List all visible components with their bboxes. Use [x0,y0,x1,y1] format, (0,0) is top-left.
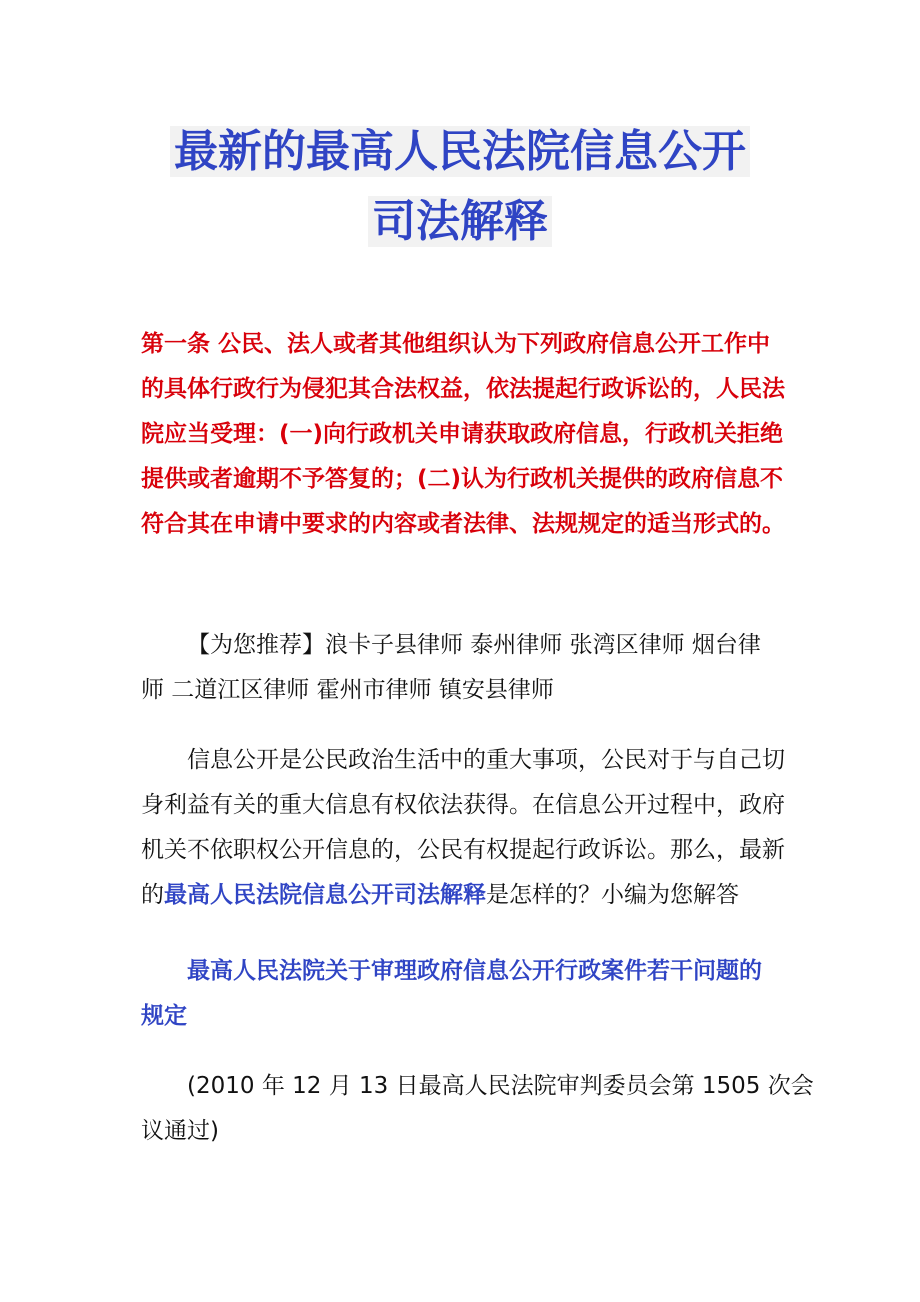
article-line: 院应当受理：(一)向行政机关申请获取政府信息，行政机关拒绝 [141,421,784,447]
recommend-section [141,623,781,713]
title-text-1: 最新的最高人民法院信息公开 [170,126,750,177]
article-line: 的具体行政行为侵犯其合法权益，依法提起行政诉讼的，人民法 [141,376,785,402]
title-text-2: 司法解释 [368,196,552,247]
regulation-line: 规定 [141,1003,187,1029]
intro-prefix: 的 [141,882,164,908]
adoption-line: 议通过) [141,1118,219,1144]
intro-line: 信息公开是公民政治生活中的重大事项，公民对于与自己切 [187,747,785,773]
adoption-note [141,1064,814,1154]
intro-line: 机关不依职权公开信息的，公民有权提起行政诉讼。那么，最新 [141,837,785,863]
recommend-line: 【为您推荐】浪卡子县律师 泰州律师 张湾区律师 烟台律 [187,632,761,658]
article-line: 第一条 公民、法人或者其他组织认为下列政府信息公开工作中 [141,331,771,357]
document-title-line-2 [0,192,920,252]
article-one [141,322,785,547]
recommend-line: 师 二道江区律师 霍州市律师 镇安县律师 [141,677,554,703]
document-title-line-1 [0,122,920,182]
intro-suffix: 是怎样的？小编为您解答 [486,882,739,908]
regulation-heading [141,949,781,1039]
article-line: 提供或者逾期不予答复的；(二)认为行政机关提供的政府信息不 [141,466,784,492]
interpretation-link[interactable]: 最高人民法院信息公开司法解释 [164,882,486,908]
regulation-line: 最高人民法院关于审理政府信息公开行政案件若干问题的 [187,958,762,984]
intro-paragraph [141,738,785,918]
article-line: 符合其在申请中要求的内容或者法律、法规规定的适当形式的。 [141,511,785,537]
adoption-line: (2010 年 12 月 13 日最高人民法院审判委员会第 1505 次会 [187,1073,814,1099]
intro-line: 身利益有关的重大信息有权依法获得。在信息公开过程中，政府 [141,792,785,818]
intro-line [141,873,781,918]
